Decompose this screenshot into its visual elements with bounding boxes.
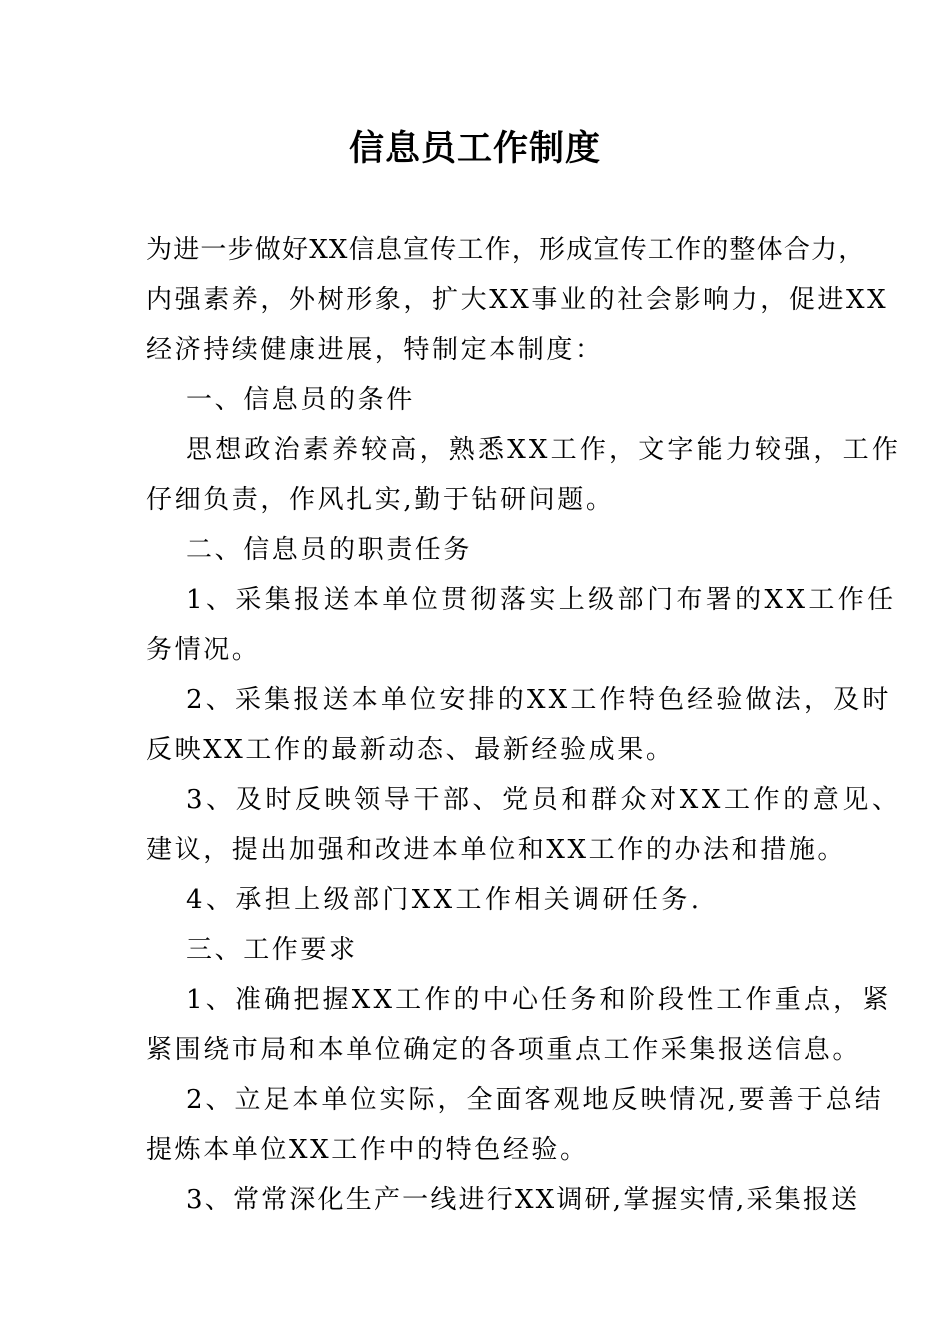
- list-item-line: 反映XX工作的最新动态、最新经验成果。: [146, 735, 675, 765]
- paragraph-line: 经济持续健康进展，特制定本制度：: [146, 335, 604, 365]
- paragraph-line: 内强素养，外树形象，扩大XX事业的社会影响力，促进XX: [146, 285, 889, 315]
- section-heading: 三、工作要求: [186, 935, 358, 965]
- paragraph-line: 为进一步做好XX信息宣传工作，形成宣传工作的整体合力，: [146, 235, 866, 265]
- list-item-line: 2、立足本单位实际，全面客观地反映情况,要善于总结: [186, 1085, 884, 1115]
- document-title: 信息员工作制度: [348, 129, 601, 169]
- list-item-line: 3、常常深化生产一线进行XX调研,掌握实情,采集报送: [186, 1185, 860, 1215]
- section-heading: 二、信息员的职责任务: [186, 535, 473, 565]
- list-item-line: 3、及时反映领导干部、党员和群众对XX工作的意见、: [186, 785, 902, 815]
- list-item-line: 务情况。: [146, 635, 261, 665]
- list-item-line: 2、采集报送本单位安排的XX工作特色经验做法，及时: [186, 685, 892, 715]
- list-item-line: 4、承担上级部门XX工作相关调研任务.: [186, 885, 703, 915]
- section-heading: 一、信息员的条件: [186, 385, 415, 415]
- list-item-line: 建议，提出加强和改进本单位和XX工作的办法和措施。: [146, 835, 847, 865]
- paragraph-line: 仔细负责，作风扎实,勤于钻研问题。: [146, 485, 615, 515]
- list-item-line: 紧围绕市局和本单位确定的各项重点工作采集报送信息。: [146, 1035, 862, 1065]
- list-item-line: 1、准确把握XX工作的中心任务和阶段性工作重点，紧: [186, 985, 892, 1015]
- paragraph-line: 思想政治素养较高，熟悉XX工作，文字能力较强，工作: [186, 435, 902, 465]
- list-item-line: 提炼本单位XX工作中的特色经验。: [146, 1135, 589, 1165]
- list-item-line: 1、采集报送本单位贯彻落实上级部门布署的XX工作任: [186, 585, 897, 615]
